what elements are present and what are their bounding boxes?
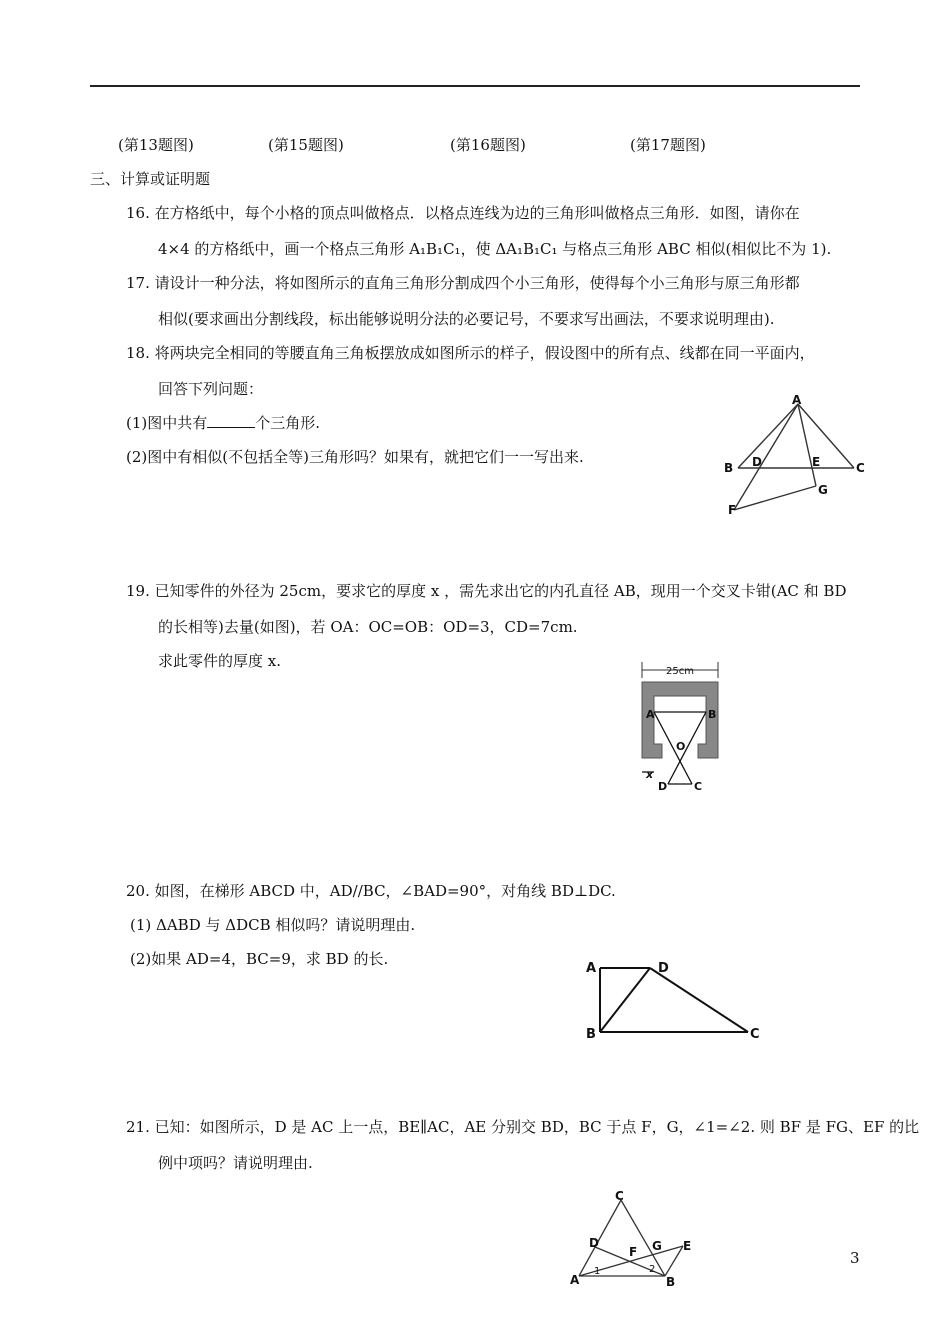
- q18-label-b: B: [724, 461, 734, 475]
- q18-label-c: C: [856, 461, 865, 475]
- q21-label-e: E: [683, 1239, 692, 1253]
- q20-line1: 20. 如图，在梯形 ABCD 中，AD//BC，∠BAD=90°，对角线 BD⊥DC.: [126, 882, 616, 900]
- q18-label-f: F: [728, 503, 737, 517]
- q18-figure: [720, 392, 880, 522]
- q17-line2: 相似(要求画出分割线段，标出能够说明分法的必要记号，不要求写出画法，不要求说明理由).: [158, 310, 775, 328]
- q21-label-b: B: [666, 1275, 676, 1289]
- q21-line1: 21. 已知：如图所示，D 是 AC 上一点，BE∥AC，AE 分别交 BD，BC 于点 F，G，∠1=∠2. 则 BF 是 FG、EF 的比: [126, 1118, 920, 1136]
- q19-line2: 的长相等)去量(如图)，若 OA：OC=OB：OD=3，CD=7cm.: [158, 618, 578, 636]
- q19-line3: 求此零件的厚度 x.: [158, 652, 281, 670]
- page-number: 3: [850, 1249, 860, 1267]
- q18-part1: [126, 412, 320, 433]
- q19-label-b: B: [708, 708, 717, 721]
- q19-dim-label: 25cm: [666, 666, 694, 677]
- q20-label-b: B: [586, 1027, 596, 1042]
- q21-label-f: F: [629, 1245, 638, 1259]
- caption-fig15: (第15题图): [268, 136, 344, 154]
- q16-line1: 16. 在方格纸中，每个小格的顶点叫做格点．以格点连线为边的三角形叫做格点三角形．如图，请你在: [126, 204, 800, 222]
- q20-label-d: D: [658, 961, 669, 976]
- q21-label-a: A: [570, 1273, 580, 1287]
- q20-figure: [580, 956, 770, 1046]
- q18-part1-post: 个三角形.: [255, 414, 321, 432]
- q17-line1: 17. 请设计一种分法，将如图所示的直角三角形分割成四个小三角形，使得每个小三角形与原三角形都: [126, 274, 800, 292]
- answer-blank[interactable]: [207, 413, 255, 428]
- q20-label-a: A: [586, 961, 597, 976]
- q21-figure: [565, 1188, 705, 1292]
- q20-label-c: C: [750, 1027, 760, 1042]
- q19-label-d: D: [658, 780, 668, 793]
- header-rule: [90, 85, 860, 87]
- q20-part1: (1) ΔABD 与 ΔDCB 相似吗？请说明理由.: [130, 916, 416, 934]
- q21-angle-2: 2: [649, 1264, 656, 1275]
- q18-line2: 回答下列问题：: [158, 380, 264, 398]
- q21-label-c: C: [615, 1189, 624, 1203]
- q21-line2: 例中项吗？请说明理由.: [158, 1154, 313, 1172]
- q18-part2: (2)图中有相似(不包括全等)三角形吗？如果有，就把它们一一写出来.: [126, 448, 584, 466]
- q21-label-g: G: [652, 1239, 662, 1253]
- q18-label-d: D: [752, 455, 762, 469]
- q18-label-a: A: [792, 393, 802, 407]
- q21-angle-1: 1: [594, 1266, 601, 1277]
- q19-label-o: O: [676, 740, 686, 753]
- caption-fig13: (第13题图): [118, 136, 194, 154]
- q19-label-c: C: [694, 780, 703, 793]
- q18-line1: 18. 将两块完全相同的等腰直角三角板摆放成如图所示的样子，假设图中的所有点、线都在同一平面内，: [126, 344, 815, 362]
- section-title: 三、计算或证明题: [90, 170, 211, 188]
- q18-part1-pre: (1)图中共有: [126, 414, 208, 432]
- q19-figure: [622, 660, 742, 796]
- q19-line1: 19. 已知零件的外径为 25cm，要求它的厚度 x ，需先求出它的内孔直径 AB，现用一个交叉卡钳(AC 和 BD: [126, 582, 847, 600]
- q16-line2: 4×4 的方格纸中，画一个格点三角形 A₁B₁C₁，使 ΔA₁B₁C₁ 与格点三角形 ABC 相似(相似比不为 1).: [158, 240, 832, 258]
- q19-label-a: A: [646, 708, 655, 721]
- q18-label-e: E: [812, 455, 821, 469]
- q19-label-x: x: [646, 768, 654, 781]
- caption-fig17: (第17题图): [630, 136, 706, 154]
- q21-label-d: D: [589, 1236, 599, 1250]
- q20-part2: (2)如果 AD=4，BC=9，求 BD 的长.: [130, 950, 389, 968]
- caption-fig16: (第16题图): [450, 136, 526, 154]
- q18-label-g: G: [818, 483, 828, 497]
